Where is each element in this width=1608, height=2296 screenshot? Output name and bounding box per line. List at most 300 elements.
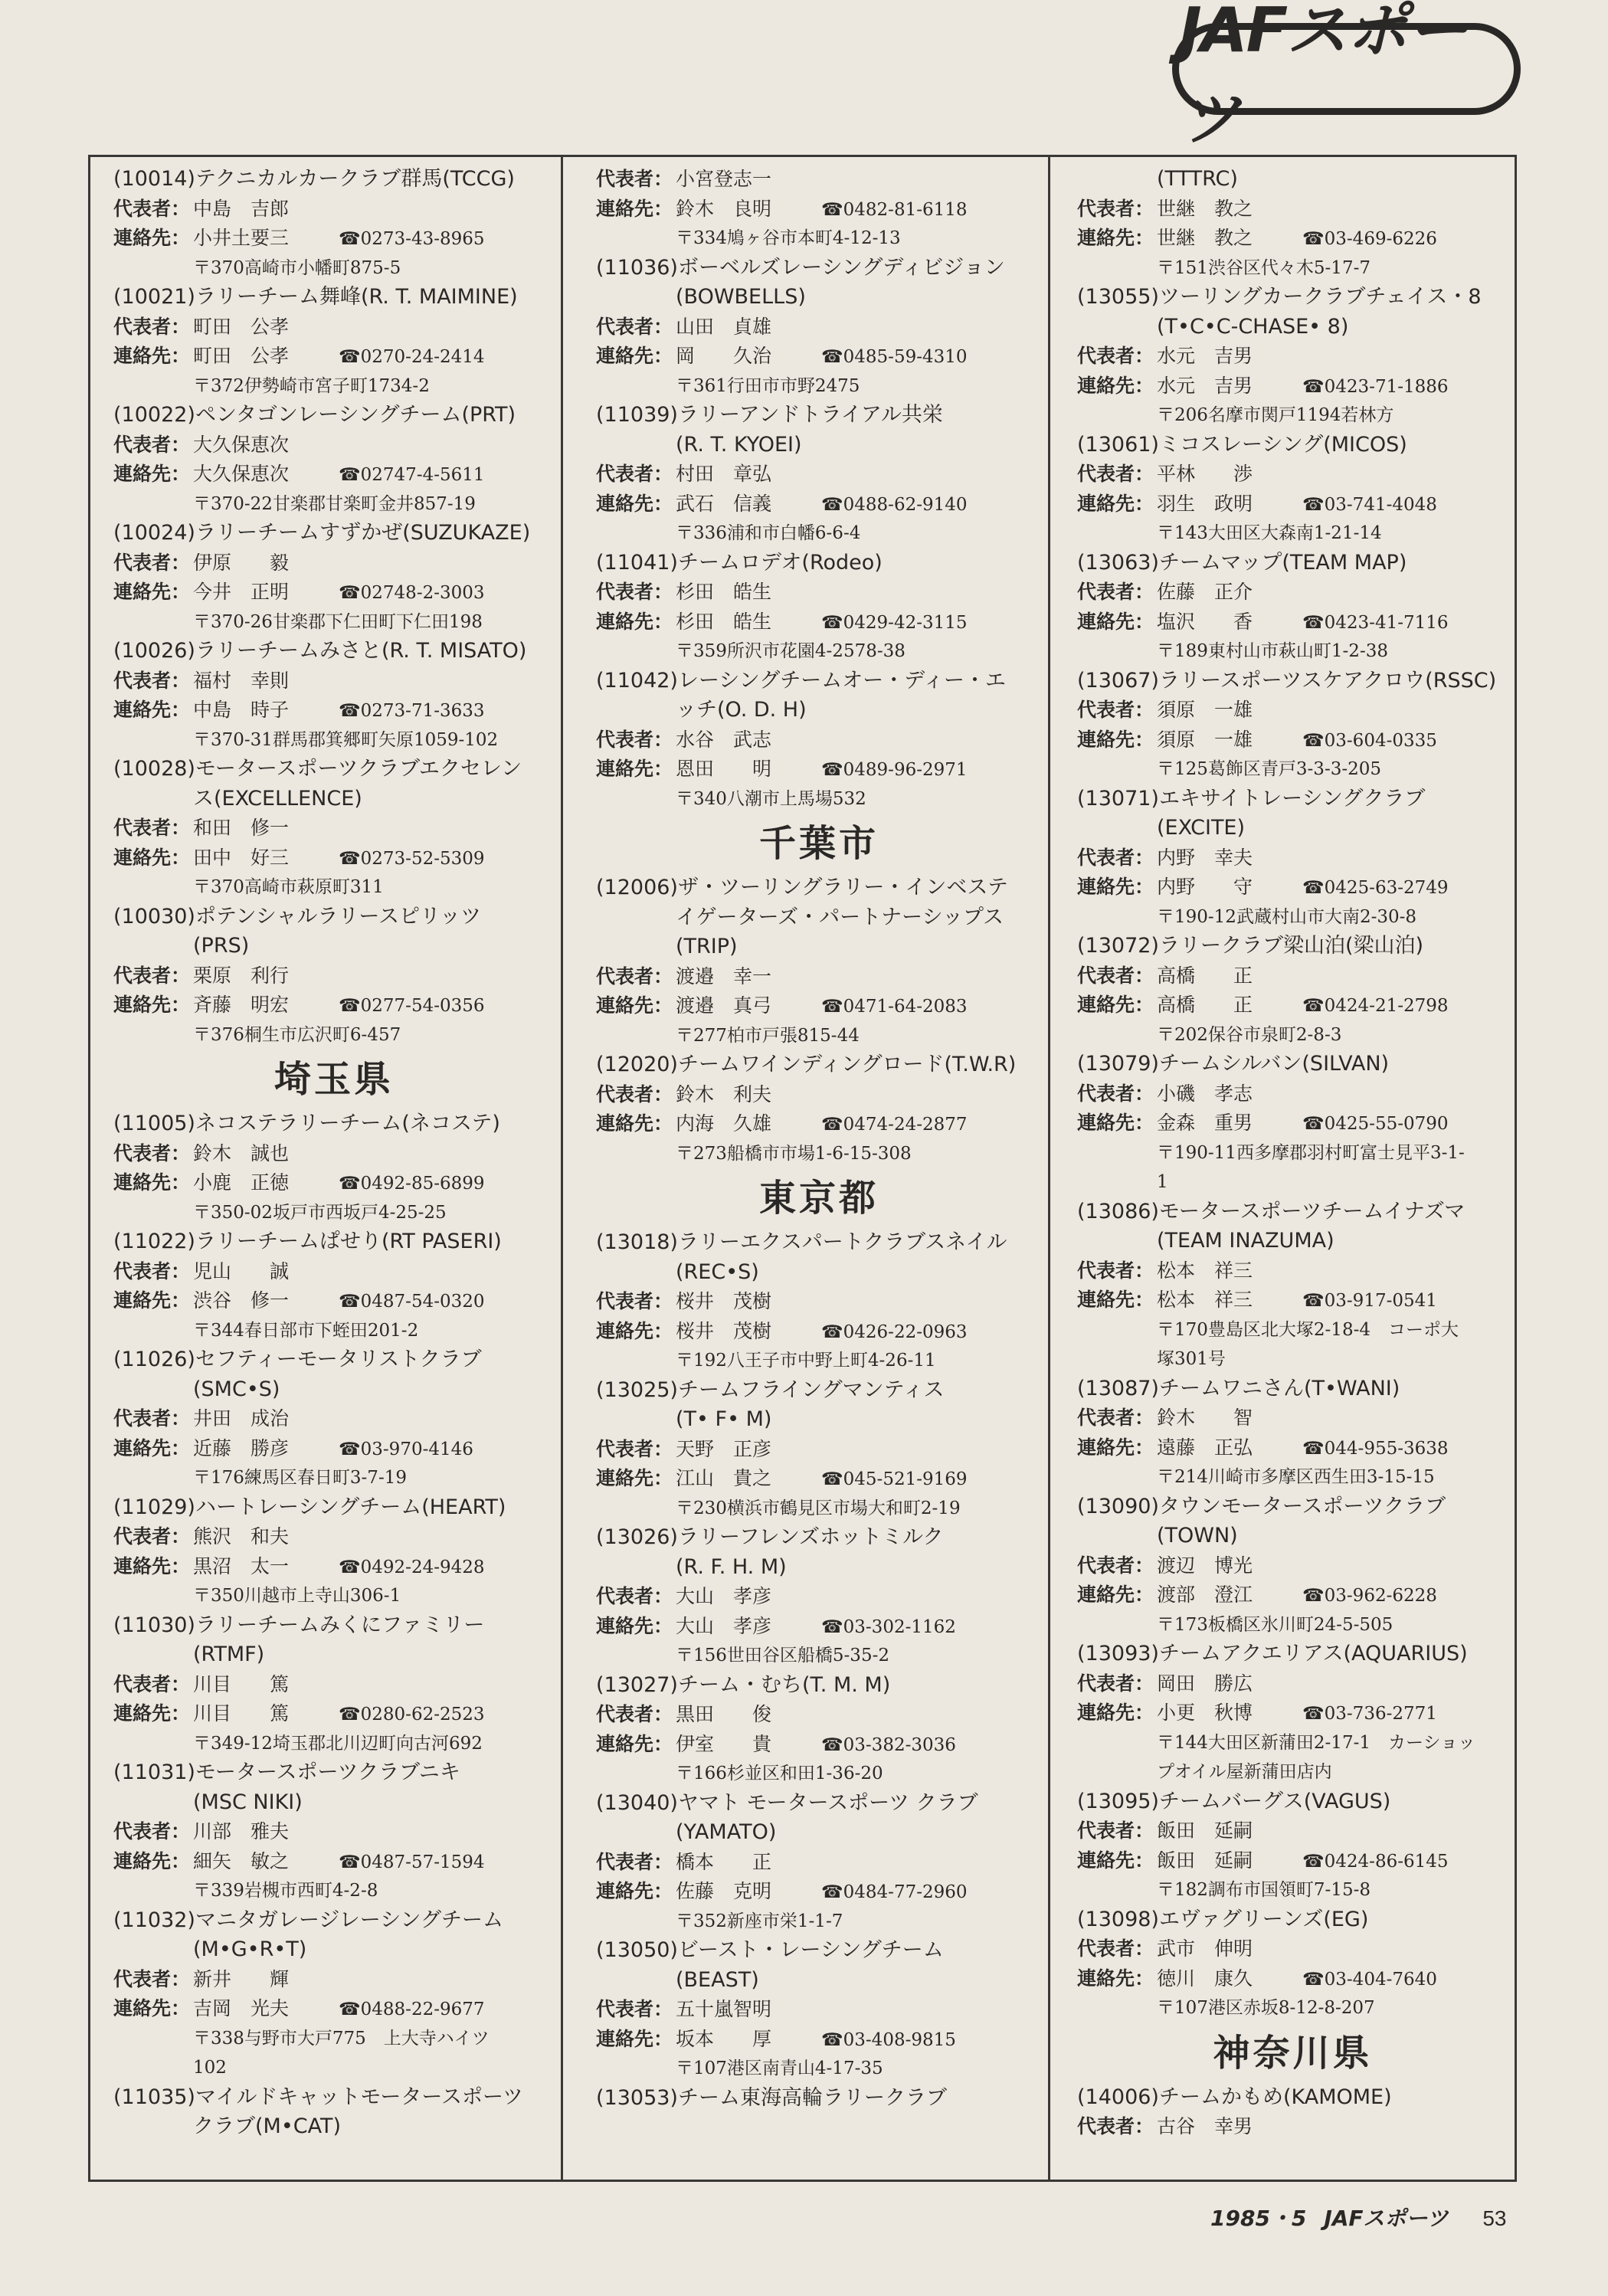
representative-label: 代表者： xyxy=(596,1998,673,2020)
contact-line xyxy=(1077,490,1508,519)
representative-line xyxy=(1077,1669,1508,1699)
club-title-continued: (T•C•C-CHASE• 8) xyxy=(1157,314,1349,339)
club-title: (14006)チームかもめ(KAMOME) xyxy=(1077,2085,1392,2109)
club-title: (10028)モータースポーツクラブエクセレン xyxy=(113,757,522,781)
representative-name: 松本 祥三 xyxy=(1157,1259,1253,1282)
contact-line xyxy=(113,696,555,725)
contact-name: 徳川 康久 xyxy=(1157,1967,1253,1990)
representative-name: 古谷 幸男 xyxy=(1157,2115,1253,2137)
contact-name: 町田 公孝 xyxy=(193,345,290,367)
contact-name: 内野 守 xyxy=(1157,876,1253,898)
club-title-continued: (TOWN) xyxy=(1157,1524,1238,1548)
directory-column-2 xyxy=(565,156,1048,2181)
contact-line xyxy=(1077,1433,1508,1463)
club-title-continued: (REC•S) xyxy=(676,1259,759,1284)
prefecture-heading: 神奈川県 xyxy=(1213,2031,1373,2075)
representative-label: 代表者： xyxy=(1077,1554,1154,1577)
contact-phone: ☎0492-24-9428 xyxy=(339,1557,485,1577)
club-address: 〒214川崎市多摩区西生田3-15-15 xyxy=(1157,1467,1435,1487)
club-title: (11026)セフティーモータリストクラブ xyxy=(113,1348,482,1371)
contact-name: 金森 重男 xyxy=(1157,1112,1253,1134)
representative-name: 須原 一雄 xyxy=(1157,699,1253,721)
representative-name: 小宮登志一 xyxy=(676,168,772,190)
club-title: (10014)テクニカルカークラブ群馬(TCCG) xyxy=(113,167,515,191)
contact-line xyxy=(596,1730,1042,1760)
contact-name: 近藤 勝彦 xyxy=(193,1436,290,1459)
club-title: (11032)マニタガレージレーシングチーム xyxy=(113,1908,503,1932)
representative-line xyxy=(113,549,555,578)
representative-label: 代表者： xyxy=(596,1082,673,1105)
contact-phone: ☎03-404-7640 xyxy=(1302,1969,1437,1990)
representative-line xyxy=(596,1582,1042,1612)
contact-label: 連絡先： xyxy=(596,610,673,633)
club-title: (13026)ラリーフレンズホットミルク xyxy=(596,1525,944,1549)
contact-line xyxy=(113,460,555,490)
club-title-continued: (SMC•S) xyxy=(193,1377,280,1401)
contact-phone: ☎0484-77-2960 xyxy=(821,1882,968,1902)
representative-label: 代表者： xyxy=(1077,1672,1154,1695)
contact-name: 黒沼 太一 xyxy=(193,1554,290,1577)
contact-name: 渡部 澄江 xyxy=(1157,1584,1253,1606)
contact-name: 細矢 敏之 xyxy=(193,1849,290,1872)
contact-label: 連絡先： xyxy=(596,197,673,220)
club-title: (13025)チームフライングマンティス xyxy=(596,1377,945,1402)
representative-name: 鈴木 利夫 xyxy=(676,1082,772,1105)
contact-phone: ☎03-917-0541 xyxy=(1302,1291,1437,1311)
club-address: 〒352新座市栄1-1-7 xyxy=(676,1911,843,1931)
representative-line xyxy=(1077,1934,1508,1964)
representative-label: 代表者： xyxy=(113,1141,191,1164)
club-address: 〒190-11西多摩郡羽村町富士見平3-1- xyxy=(1157,1142,1465,1163)
club-title: (12020)チームワインディングロード(T.W.R) xyxy=(596,1053,1017,1076)
contact-line xyxy=(113,1552,555,1582)
contact-phone: ☎0487-54-0320 xyxy=(339,1292,485,1312)
club-address: 〒166杉並区和田1-36-20 xyxy=(676,1764,883,1783)
club-address: 〒370-26甘楽郡下仁田町下仁田198 xyxy=(193,611,483,632)
contact-name: 大山 孝彦 xyxy=(676,1614,772,1637)
contact-label: 連絡先： xyxy=(596,1880,673,1902)
club-title: (13061)ミコスレーシング(MICOS) xyxy=(1077,432,1407,457)
contact-phone: ☎0426-22-0963 xyxy=(821,1322,968,1342)
representative-line xyxy=(1077,961,1508,991)
representative-line xyxy=(596,1080,1042,1110)
contact-label: 連絡先： xyxy=(113,699,191,721)
club-title: (13053)チーム東海高輪ラリークラブ xyxy=(596,2085,947,2110)
contact-label: 連絡先： xyxy=(113,345,191,367)
representative-line xyxy=(113,667,555,696)
contact-phone: ☎0424-86-6145 xyxy=(1302,1851,1449,1872)
representative-label: 代表者： xyxy=(596,1437,673,1460)
representative-label: 代表者： xyxy=(113,197,191,220)
representative-label: 代表者： xyxy=(1077,846,1154,869)
contact-label: 連絡先： xyxy=(113,227,191,249)
representative-label: 代表者： xyxy=(1077,1819,1154,1842)
representative-line xyxy=(596,725,1042,755)
contact-line xyxy=(596,1109,1042,1139)
contact-name: 飯田 延嗣 xyxy=(1157,1849,1253,1872)
contact-phone: ☎0482-81-6118 xyxy=(821,199,968,220)
representative-name: 佐藤 正介 xyxy=(1157,581,1253,603)
contact-phone: ☎03-962-6228 xyxy=(1302,1586,1437,1606)
club-title: (11005)ネコステラリーチーム(ネコステ) xyxy=(113,1112,500,1135)
contact-label: 連絡先： xyxy=(1077,1967,1154,1990)
contact-line xyxy=(596,1612,1042,1642)
contact-phone: ☎03-741-4048 xyxy=(1302,494,1437,515)
club-title: (11039)ラリーアンドトライアル共栄 xyxy=(596,403,943,427)
club-address: 〒176練馬区春日町3-7-19 xyxy=(193,1468,407,1488)
club-title: (13072)ラリークラブ梁山泊(梁山泊) xyxy=(1077,934,1424,958)
representative-label: 代表者： xyxy=(1077,581,1154,603)
representative-label: 代表者： xyxy=(596,1703,673,1725)
club-title: (13090)タウンモータースポーツクラブ xyxy=(1077,1494,1446,1518)
club-address: 102 xyxy=(193,2058,227,2078)
club-title: (10021)ラリーチーム舞峰(R. T. MAIMINE) xyxy=(113,285,518,309)
club-address: 塚301号 xyxy=(1157,1349,1226,1369)
contact-phone: ☎03-736-2771 xyxy=(1302,1704,1437,1724)
club-title: (13095)チームバーグス(VAGUS) xyxy=(1077,1789,1391,1813)
club-address: 〒376桐生市広沢町6-457 xyxy=(193,1024,401,1045)
club-title: (11031)モータースポーツクラブニキ xyxy=(113,1760,460,1784)
club-address: 〒350川越市上寺山306-1 xyxy=(193,1586,401,1606)
representative-name: 桜井 茂樹 xyxy=(676,1290,772,1312)
club-title-continued: クラブ(M•CAT) xyxy=(193,2114,342,2138)
contact-label: 連絡先： xyxy=(1077,492,1154,515)
representative-label: 代表者： xyxy=(596,315,673,338)
club-title: (13087)チームワニさん(T•WANI) xyxy=(1077,1376,1400,1400)
prefecture-heading: 埼玉県 xyxy=(273,1058,394,1101)
club-title: (11022)ラリーチームぱせり(RT PASERI) xyxy=(113,1230,502,1253)
contact-line xyxy=(1077,725,1508,755)
contact-phone: ☎0270-24-2414 xyxy=(339,347,485,367)
contact-phone: ☎0471-64-2083 xyxy=(821,997,968,1017)
representative-name: 平林 渉 xyxy=(1157,463,1253,485)
representative-line xyxy=(113,1965,555,1995)
club-address: 〒334鳩ヶ谷市本町4-12-13 xyxy=(676,228,901,248)
contact-name: 桜井 茂樹 xyxy=(676,1319,772,1342)
contact-name: 杉田 皓生 xyxy=(676,610,772,633)
representative-line xyxy=(1077,1256,1508,1286)
representative-label: 代表者： xyxy=(1077,1407,1154,1429)
representative-name: 村田 章弘 xyxy=(676,463,772,485)
contact-name: 川目 篤 xyxy=(193,1702,290,1724)
contact-line xyxy=(596,755,1042,784)
club-title: (13093)チームアクエリアス(AQUARIUS) xyxy=(1077,1642,1468,1666)
club-address: 〒338与野市大戸775 上大寺ハイツ xyxy=(193,2028,490,2049)
club-title: (11030)ラリーチームみくにファミリー xyxy=(113,1613,485,1637)
contact-line xyxy=(1077,873,1508,902)
club-address: 〒143大田区大森南1-21-14 xyxy=(1157,523,1382,543)
representative-label: 代表者： xyxy=(596,1850,673,1873)
club-title: (11035)マイルドキャットモータースポーツ xyxy=(113,2085,523,2109)
representative-label: 代表者： xyxy=(113,551,191,574)
representative-name: 大久保恵次 xyxy=(193,433,290,456)
contact-phone: ☎03-382-3036 xyxy=(821,1734,956,1755)
contact-line xyxy=(1077,1109,1508,1138)
contact-line xyxy=(1077,991,1508,1020)
contact-label: 連絡先： xyxy=(113,1171,191,1194)
contact-name: 田中 好三 xyxy=(193,846,290,869)
contact-name: 武石 信義 xyxy=(676,492,772,515)
club-address: 〒277柏市戸張815-44 xyxy=(676,1025,860,1046)
magazine-name: JAFスポーツ xyxy=(1324,2206,1449,2231)
representative-name: 熊沢 和夫 xyxy=(193,1525,290,1548)
club-address: 〒359所沢市花園4-2578-38 xyxy=(676,641,906,661)
representative-label: 代表者： xyxy=(596,728,673,751)
representative-line xyxy=(113,195,555,224)
contact-label: 連絡先： xyxy=(1077,1289,1154,1311)
representative-name: 世継 教之 xyxy=(1157,197,1253,220)
representative-label: 代表者： xyxy=(113,669,191,692)
contact-phone: ☎0277-54-0356 xyxy=(339,996,485,1016)
contact-name: 恩田 明 xyxy=(676,758,772,780)
representative-label: 代表者： xyxy=(113,1525,191,1548)
representative-label: 代表者： xyxy=(113,964,191,987)
contact-line xyxy=(596,1317,1042,1347)
contact-label: 連絡先： xyxy=(1077,1849,1154,1872)
contact-line xyxy=(113,578,555,608)
contact-name: 高橋 正 xyxy=(1157,994,1253,1016)
representative-name: 栗原 利行 xyxy=(193,964,290,987)
club-title: (13086)モータースポーツチームイナズマ xyxy=(1077,1199,1466,1223)
contact-phone: ☎0488-62-9140 xyxy=(821,494,968,515)
contact-phone: ☎03-302-1162 xyxy=(821,1616,956,1637)
club-title: (10030)ポテンシャルラリースピリッツ xyxy=(113,904,481,929)
contact-line xyxy=(113,1286,555,1316)
contact-line xyxy=(113,1847,555,1877)
representative-name: 水谷 武志 xyxy=(676,728,772,751)
contact-name: 須原 一雄 xyxy=(1157,728,1253,751)
contact-phone: ☎03-604-0335 xyxy=(1302,730,1437,751)
club-title: (11036)ボーベルズレーシングディビジョン xyxy=(596,255,1005,280)
club-title: (13079)チームシルバン(SILVAN) xyxy=(1077,1052,1390,1076)
club-address: 〒361行田市市野2475 xyxy=(676,375,860,396)
representative-line xyxy=(113,1404,555,1434)
contact-name: 佐藤 克明 xyxy=(676,1880,772,1902)
contact-name: 渡邉 真弓 xyxy=(676,994,772,1017)
representative-line xyxy=(113,313,555,342)
club-address: 〒151渋谷区代々木5-17-7 xyxy=(1157,257,1371,278)
representative-name: 飯田 延嗣 xyxy=(1157,1819,1253,1842)
club-title: (10026)ラリーチームみさと(R. T. MISATO) xyxy=(113,639,527,663)
contact-phone: ☎0424-21-2798 xyxy=(1302,996,1449,1016)
contact-phone: ☎03-469-6226 xyxy=(1302,229,1437,249)
representative-label: 代表者： xyxy=(1077,2115,1154,2137)
contact-phone: ☎0423-41-7116 xyxy=(1302,612,1449,633)
club-address: 〒340八潮市上馬場532 xyxy=(676,788,866,809)
page-footer xyxy=(1210,2203,1507,2234)
contact-label: 連絡先： xyxy=(113,1849,191,1872)
representative-label: 代表者： xyxy=(596,581,673,603)
contact-name: 鈴木 良明 xyxy=(676,197,772,220)
representative-name: 五十嵐智明 xyxy=(676,1998,772,2020)
contact-label: 連絡先： xyxy=(1077,728,1154,751)
contact-label: 連絡先： xyxy=(1077,610,1154,633)
representative-name: 町田 公孝 xyxy=(193,315,290,338)
page-number: 53 xyxy=(1482,2206,1507,2230)
contact-phone: ☎03-970-4146 xyxy=(339,1439,473,1459)
contact-label: 連絡先： xyxy=(1077,876,1154,898)
contact-label: 連絡先： xyxy=(1077,1702,1154,1724)
club-title: (10024)ラリーチームすずかぜ(SUZUKAZE) xyxy=(113,521,531,545)
club-title-continued: ッチ(O. D. H) xyxy=(676,698,807,722)
representative-label: 代表者： xyxy=(113,1820,191,1842)
contact-label: 連絡先： xyxy=(596,1614,673,1637)
club-address: プオイル屋新蒲田店内 xyxy=(1157,1762,1332,1782)
contact-name: 世継 教之 xyxy=(1157,227,1253,249)
club-address: 〒344春日部市下蛭田201-2 xyxy=(193,1320,419,1341)
club-address: 〒206名摩市関戸1194若林方 xyxy=(1157,405,1394,425)
contact-label: 連絡先： xyxy=(1077,1112,1154,1134)
contact-line xyxy=(596,195,1042,224)
club-address: 〒125葛飾区青戸3-3-3-205 xyxy=(1157,759,1382,779)
representative-name: 岡田 勝広 xyxy=(1157,1672,1253,1695)
club-address: 〒156世田谷区船橋5-35-2 xyxy=(676,1646,889,1666)
club-title: (11042)レーシングチームオー・ディー・エ xyxy=(596,668,1007,693)
representative-label: 代表者： xyxy=(1077,197,1154,220)
club-title: (13027)チーム・むち(T. M. M) xyxy=(596,1672,891,1697)
representative-line xyxy=(1077,195,1508,224)
club-address: 1 xyxy=(1157,1172,1168,1192)
contact-label: 連絡先： xyxy=(113,1289,191,1312)
club-title-continued: (MSC NIKI) xyxy=(193,1790,303,1814)
representative-name: 天野 正彦 xyxy=(676,1437,772,1460)
contact-line xyxy=(596,2025,1042,2055)
contact-line xyxy=(596,1464,1042,1494)
representative-name: 渡邉 幸一 xyxy=(676,965,772,988)
representative-name: 和田 修一 xyxy=(193,817,290,839)
club-title: (13018)ラリーエクスパートクラブスネイル xyxy=(596,1230,1007,1254)
representative-label: 代表者： xyxy=(1077,463,1154,485)
representative-label: 代表者： xyxy=(113,1672,191,1695)
club-address: 〒190-12武蔵村山市大南2-30-8 xyxy=(1157,906,1417,927)
club-address: 〒202保谷市泉町2-8-3 xyxy=(1157,1024,1342,1045)
representative-line xyxy=(113,814,555,843)
representative-name: 大山 孝彦 xyxy=(676,1585,772,1607)
representative-label: 代表者： xyxy=(596,965,673,988)
club-address: 〒273船橋市市場1-6-15-308 xyxy=(676,1143,912,1164)
contact-phone: ☎0273-43-8965 xyxy=(339,229,485,249)
contact-line xyxy=(596,342,1042,372)
contact-label: 連絡先： xyxy=(113,1554,191,1577)
contact-name: 斉藤 明宏 xyxy=(193,994,290,1016)
contact-phone: ☎0487-57-1594 xyxy=(339,1852,485,1872)
club-address: 〒370高崎市萩原町311 xyxy=(193,877,384,897)
contact-name: 吉岡 光夫 xyxy=(193,1997,290,2019)
representative-line xyxy=(1077,2112,1508,2142)
club-address: 〒192八王子市中野上町4-26-11 xyxy=(676,1351,936,1371)
contact-label: 連絡先： xyxy=(113,463,191,485)
contact-label: 連絡先： xyxy=(113,1436,191,1459)
representative-name: 児山 誠 xyxy=(193,1259,290,1282)
contact-label: 連絡先： xyxy=(596,1467,673,1489)
representative-name: 福村 幸則 xyxy=(193,669,290,692)
contact-line xyxy=(1077,224,1508,254)
representative-line xyxy=(596,1435,1042,1465)
contact-name: 伊室 貴 xyxy=(676,1732,772,1755)
club-title-continued: (BOWBELLS) xyxy=(676,285,806,309)
contact-line xyxy=(1077,1580,1508,1610)
contact-name: 渋谷 修一 xyxy=(193,1289,290,1312)
representative-line xyxy=(1077,578,1508,608)
representative-label: 代表者： xyxy=(1077,1259,1154,1282)
club-address: 〒230横浜市鶴見区市場大和町2-19 xyxy=(676,1498,961,1518)
representative-name: 新井 輝 xyxy=(193,1967,290,1990)
representative-line xyxy=(1077,1816,1508,1846)
contact-phone: ☎0485-59-4310 xyxy=(821,347,968,367)
club-title: (11029)ハートレーシングチーム(HEART) xyxy=(113,1495,506,1519)
representative-label: 代表者： xyxy=(113,1967,191,1990)
club-title: (12006)ザ・ツーリングラリー・インベステ xyxy=(596,876,1008,899)
contact-label: 連絡先： xyxy=(596,1732,673,1755)
contact-phone: ☎044-955-3638 xyxy=(1302,1438,1449,1459)
representative-label: 代表者： xyxy=(596,1585,673,1607)
contact-line xyxy=(596,991,1042,1021)
contact-name: 江山 貴之 xyxy=(676,1467,772,1489)
representative-name: 橋本 正 xyxy=(676,1850,772,1873)
contact-phone: ☎03-408-9815 xyxy=(821,2029,956,2050)
directory-column-1 xyxy=(90,156,561,2181)
contact-phone: ☎0280-62-2523 xyxy=(339,1705,485,1724)
contact-label: 連絡先： xyxy=(1077,374,1154,397)
representative-line xyxy=(596,1700,1042,1730)
representative-label: 代表者： xyxy=(113,817,191,839)
representative-label: 代表者： xyxy=(1077,964,1154,987)
contact-label: 連絡先： xyxy=(596,758,673,780)
contact-phone: ☎0492-85-6899 xyxy=(339,1174,485,1194)
representative-name: 山田 貞雄 xyxy=(676,315,772,338)
contact-line xyxy=(596,1877,1042,1907)
contact-label: 連絡先： xyxy=(596,1319,673,1342)
representative-line xyxy=(113,1670,555,1700)
contact-phone: ☎02748-2-3003 xyxy=(339,583,485,603)
club-title: (10022)ペンタゴンレーシングチーム(PRT) xyxy=(113,403,516,427)
club-title-continued: ス(EXCELLENCE) xyxy=(193,786,362,811)
representative-line xyxy=(1077,1551,1508,1581)
contact-line xyxy=(113,1168,555,1198)
club-address: 〒370-31群馬郡箕郷町矢原1059-102 xyxy=(193,729,499,750)
club-title: (13055)ツーリングカークラブチェイス・8 xyxy=(1077,285,1482,309)
contact-name: 小井土要三 xyxy=(193,227,290,249)
representative-name: 内野 幸夫 xyxy=(1157,846,1253,869)
contact-label: 連絡先： xyxy=(113,994,191,1016)
contact-name: 大久保恵次 xyxy=(193,463,290,485)
club-address: 〒372伊勢崎市宮子町1734-2 xyxy=(193,375,430,396)
club-title-continued: (TEAM INAZUMA) xyxy=(1157,1229,1335,1253)
club-title-continued: (TTTRC) xyxy=(1157,167,1238,191)
club-title-continued: (TRIP) xyxy=(676,935,738,958)
contact-phone: ☎0425-55-0790 xyxy=(1302,1114,1449,1134)
contact-line xyxy=(1077,608,1508,637)
representative-line xyxy=(596,962,1042,992)
contact-label: 連絡先： xyxy=(596,2027,673,2050)
representative-line xyxy=(113,961,555,991)
contact-label: 連絡先： xyxy=(113,581,191,603)
contact-line xyxy=(113,1434,555,1464)
representative-name: 黒田 俊 xyxy=(676,1703,772,1725)
club-title-continued: (YAMATO) xyxy=(676,1820,777,1844)
contact-label: 連絡先： xyxy=(596,492,673,515)
contact-phone: ☎0423-71-1886 xyxy=(1302,376,1449,397)
contact-label: 連絡先： xyxy=(113,846,191,869)
representative-line xyxy=(113,1817,555,1847)
representative-line xyxy=(1077,696,1508,725)
representative-name: 川部 雅夫 xyxy=(193,1820,290,1842)
contact-name: 塩沢 香 xyxy=(1157,610,1253,633)
prefecture-heading: 千葉市 xyxy=(758,822,879,865)
club-address: 〒182調布市国領町7-15-8 xyxy=(1157,1880,1371,1900)
representative-line xyxy=(596,460,1042,490)
contact-line xyxy=(113,843,555,873)
